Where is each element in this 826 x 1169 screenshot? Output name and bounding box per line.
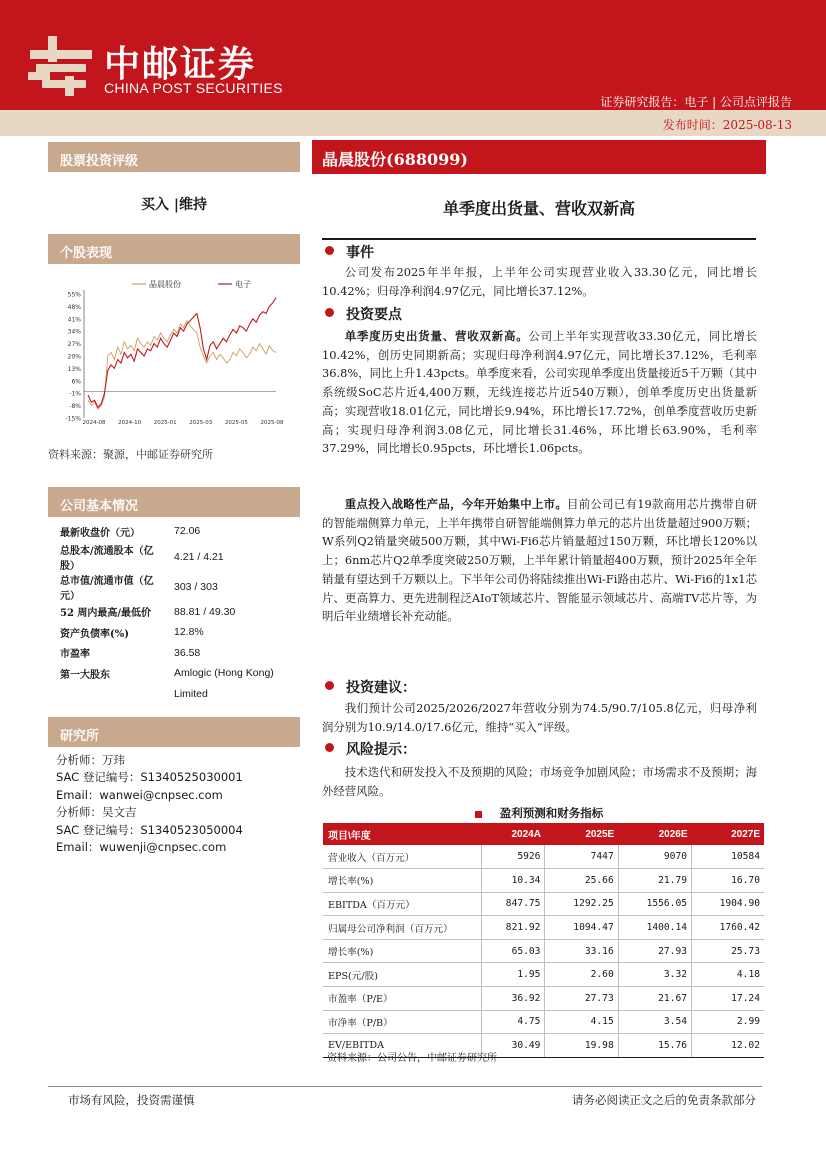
footer-disclaimer-note: 请务必阅读正文之后的免责条款部分 [572,1093,756,1107]
fin-cell: 65.03 [481,939,545,963]
fin-row [323,892,764,916]
fin-cell: EV/EBITDA [323,1034,481,1058]
legend-label: 电子 [235,280,251,289]
y-tick-label: -15% [65,415,81,423]
rating-value: 买入 |维持 [141,197,207,213]
analyst-line: 分析师：吴文吉 [56,805,137,820]
risk-paragraph: 技术迭代和研发投入不及预期的风险；市场竞争加剧风险；市场需求不及预期；海外经营风险。 [322,765,757,798]
info-key: 市盈率 [60,649,90,661]
info-row [48,572,302,602]
performance-source: 资料来源：聚源，中邮证券研究所 [48,448,213,461]
company-title: 晶晨股份(688099) [312,140,766,174]
square-bullet-icon [475,811,482,818]
bullet-icon [325,743,334,752]
fin-cell: 增长率(%) [323,869,481,893]
headline-divider [322,238,756,240]
fin-row [323,845,764,869]
fin-cell: 30.49 [481,1034,545,1058]
y-tick-label: 48% [67,303,81,311]
fin-cell: EPS(元/股) [323,963,481,987]
footer-risk-note: 市场有风险，投资需谨慎 [68,1093,195,1107]
fin-cell: 21.79 [618,869,691,893]
fin-cell: 19.98 [545,1034,618,1058]
analyst-email[interactable]: Email：wuwenji@cnpsec.com [56,840,227,855]
info-value: 303 / 303 [174,580,218,593]
fin-cell: 5926 [481,845,545,869]
paragraph-lead: 重点投入战略性产品，今年开始集中上市。 [344,497,568,511]
fin-row [323,869,764,893]
fin-header-cell: 项目\年度 [323,823,481,845]
info-value: Amlogic (Hong Kong) [174,667,274,680]
fin-cell: 增长率(%) [323,939,481,963]
info-value: 36.58 [174,646,201,659]
bullet-icon [325,681,334,690]
financial-table [323,823,764,1058]
y-tick-label: 34% [67,328,81,336]
fin-cell: 10.34 [481,869,545,893]
fin-cell: 1760.42 [692,916,764,940]
info-row [48,521,302,542]
info-row [48,684,302,705]
basic-info-section-title: 公司基本情况 [48,487,300,517]
info-value: Limited [174,687,208,700]
publish-date: 发布时间：2025-08-13 [662,118,792,132]
fin-header-cell: 2024A [481,823,545,845]
brand-name-cn: 中邮证券 [104,44,257,85]
report-headline: 单季度出货量、营收双新高 [442,199,635,218]
fin-table-title: 盈利预测和财务指标 [312,805,766,821]
footer-divider [48,1086,762,1087]
brand-name-en: CHINA POST SECURITIES [104,80,283,96]
header-banner [0,0,826,110]
y-tick-label: 20% [67,353,81,361]
fin-cell: 7447 [545,845,618,869]
bullet-icon [325,246,334,255]
y-tick-label: -1% [69,390,81,398]
fin-cell: 17.24 [692,987,764,1011]
fin-cell: 2.99 [692,1010,764,1034]
fin-cell: 36.92 [481,987,545,1011]
event-paragraph: 公司发布2025年半年报，上半年公司实现营业收入33.30亿元，同比增长10.42%；归母净利润4.97亿元，同比增长37.12%。 [322,265,757,298]
info-key: 资产负债率(%) [60,628,129,640]
analyst-line: SAC 登记编号：S1340523050004 [56,822,243,837]
analyst-line: SAC 登记编号：S1340525030001 [56,770,243,785]
y-tick-label: 27% [67,341,81,349]
info-row [48,542,302,572]
fin-cell: 1094.47 [545,916,618,940]
fin-row [323,963,764,987]
x-tick-label: 2024-10 [118,420,142,426]
fin-cell: 27.93 [618,939,691,963]
fin-cell: 3.32 [618,963,691,987]
fin-cell: 21.67 [618,987,691,1011]
fin-cell: 2.60 [545,963,618,987]
fin-row [323,1010,764,1034]
fin-cell: 12.02 [692,1034,764,1058]
section-risk: 风险提示： [322,739,416,759]
x-tick-label: 2025-03 [189,420,213,426]
fin-cell: 1292.25 [545,892,618,916]
info-row [48,622,302,643]
advice-paragraph: 我们预计公司2025/2026/2027年营收分别为74.5/90.7/105.8亿元，归母净利润分别为10.9/14.0/17.6亿元，维持“买入”评级。 [322,701,757,734]
fin-cell: 25.73 [692,939,764,963]
research-section-title: 研究所 [48,717,300,747]
info-key [48,684,168,705]
fin-table-source: 资料来源：公司公告，中邮证券研究所 [327,1053,497,1064]
info-row [48,663,302,684]
stock-performance-chart [48,276,288,436]
y-tick-label: 13% [67,365,81,373]
points-paragraph-1: 单季度历史出货量、营收双新高。公司上半年实现营收33.30亿元，同比增长10.42%，创历史同期新高；实现归母净利润4.97亿元，同比增长37.12%，毛利率36.8%，同比上升1.43pcts。单季度来看，公司实现单季度出货量接近5千万颗（其中系统级SoC芯片近4,400万颗，无线连接芯片近540万颗），创单季度历史出货量新高；实现营收18.01亿元，同比增长9.94%，环比增长17.72%，创单季度营收历史新高；实现归母净利润3.08亿元，同比增长31.46%，环比增长63.90%，毛利率37.29%，同比增长0.95pcts，环比增长1.06pcts。 [322,329,757,456]
fin-cell: 1556.05 [618,892,691,916]
fin-cell: 821.92 [481,916,545,940]
y-tick-label: 41% [67,316,81,324]
y-tick-label: 55% [67,291,81,299]
fin-cell: 10584 [692,845,764,869]
fin-cell: 1.95 [481,963,545,987]
info-value: 88.81 / 49.30 [174,605,236,618]
fin-row [323,987,764,1011]
analyst-line: 分析师：万玮 [56,753,125,767]
info-key: 最新收盘价（元） [60,527,140,539]
fin-cell: 3.54 [618,1010,691,1034]
fin-cell: 4.18 [692,963,764,987]
fin-cell: 市盈率（P/E） [323,987,481,1011]
fin-cell: 归属母公司净利润（百万元） [323,916,481,940]
fin-cell: 4.15 [545,1010,618,1034]
y-tick-label: -8% [69,403,81,411]
fin-header-cell: 2026E [618,823,691,845]
analyst-list [56,752,243,856]
info-value: 72.06 [174,525,201,538]
fin-cell: 营业收入（百万元） [323,845,481,869]
info-value: 4.21 / 4.21 [174,550,224,563]
x-tick-label: 2025-08 [260,420,284,426]
fin-header-cell: 2027E [692,823,764,845]
rating-section-title: 股票投资评级 [48,142,300,172]
fin-cell: 4.75 [481,1010,545,1034]
info-key: 第一大股东 [60,669,110,681]
y-tick-label: 6% [71,378,81,386]
bullet-icon [325,308,334,317]
fin-cell: 33.16 [545,939,618,963]
analyst-email[interactable]: Email：wanwei@cnpsec.com [56,787,223,802]
points-paragraph-2: 重点投入战略性产品，今年开始集中上市。目前公司已有19款商用芯片携带自研的智能端侧算力单元，上半年携带自研智能端侧算力单元的芯片出货量超过900万颗；W系列Q2销量突破500万颗，其中Wi-Fi6芯片销量超过150万颗，环比增长120%以上；6nm芯片Q2单季度突破250万颗，上半年累计销量超400万颗，预计2025年全年销量有望达到千万颗以上。下半年公司仍将陆续推出Wi-Fi路由芯片、Wi-Fi6的1x1芯片、更高算力、更先进制程泛AIoT领域芯片、智能显示领域芯片、高端TV芯片等，为明后年业绩增长补充动能。 [322,497,757,624]
legend-label: 晶晨股份 [149,280,181,289]
fin-cell: 市净率（P/B） [323,1010,481,1034]
section-event: 事件 [322,242,374,262]
basic-info-table [48,521,302,704]
fin-cell: 27.73 [545,987,618,1011]
x-tick-label: 2025-05 [224,420,248,426]
x-tick-label: 2025-01 [153,420,177,426]
fin-row [323,939,764,963]
info-row [48,643,302,664]
fin-cell: EBITDA（百万元） [323,892,481,916]
info-key: 总市值/流通市值（亿元） [60,575,154,602]
info-key: 总股本/流通股本（亿股） [60,545,154,572]
info-value: 12.8% [174,626,204,639]
info-row [48,602,302,623]
report-type: 证券研究报告：电子 | 公司点评报告 [600,95,792,109]
fin-cell: 1904.90 [692,892,764,916]
section-advice: 投资建议： [322,677,416,697]
fin-cell: 15.76 [618,1034,691,1058]
fin-cell: 9070 [618,845,691,869]
fin-cell: 847.75 [481,892,545,916]
section-points: 投资要点 [322,304,402,324]
fin-cell: 16.70 [692,869,764,893]
info-key: 52 周内最高/最低价 [60,608,152,620]
fin-cell: 1400.14 [618,916,691,940]
x-tick-label: 2024-08 [82,420,106,426]
china-post-logo-icon [28,36,94,96]
paragraph-lead: 单季度历史出货量、营收双新高。 [344,329,529,343]
fin-row [323,916,764,940]
performance-section-title: 个股表现 [48,234,300,264]
fin-header-cell: 2025E [545,823,618,845]
fin-cell: 25.66 [545,869,618,893]
